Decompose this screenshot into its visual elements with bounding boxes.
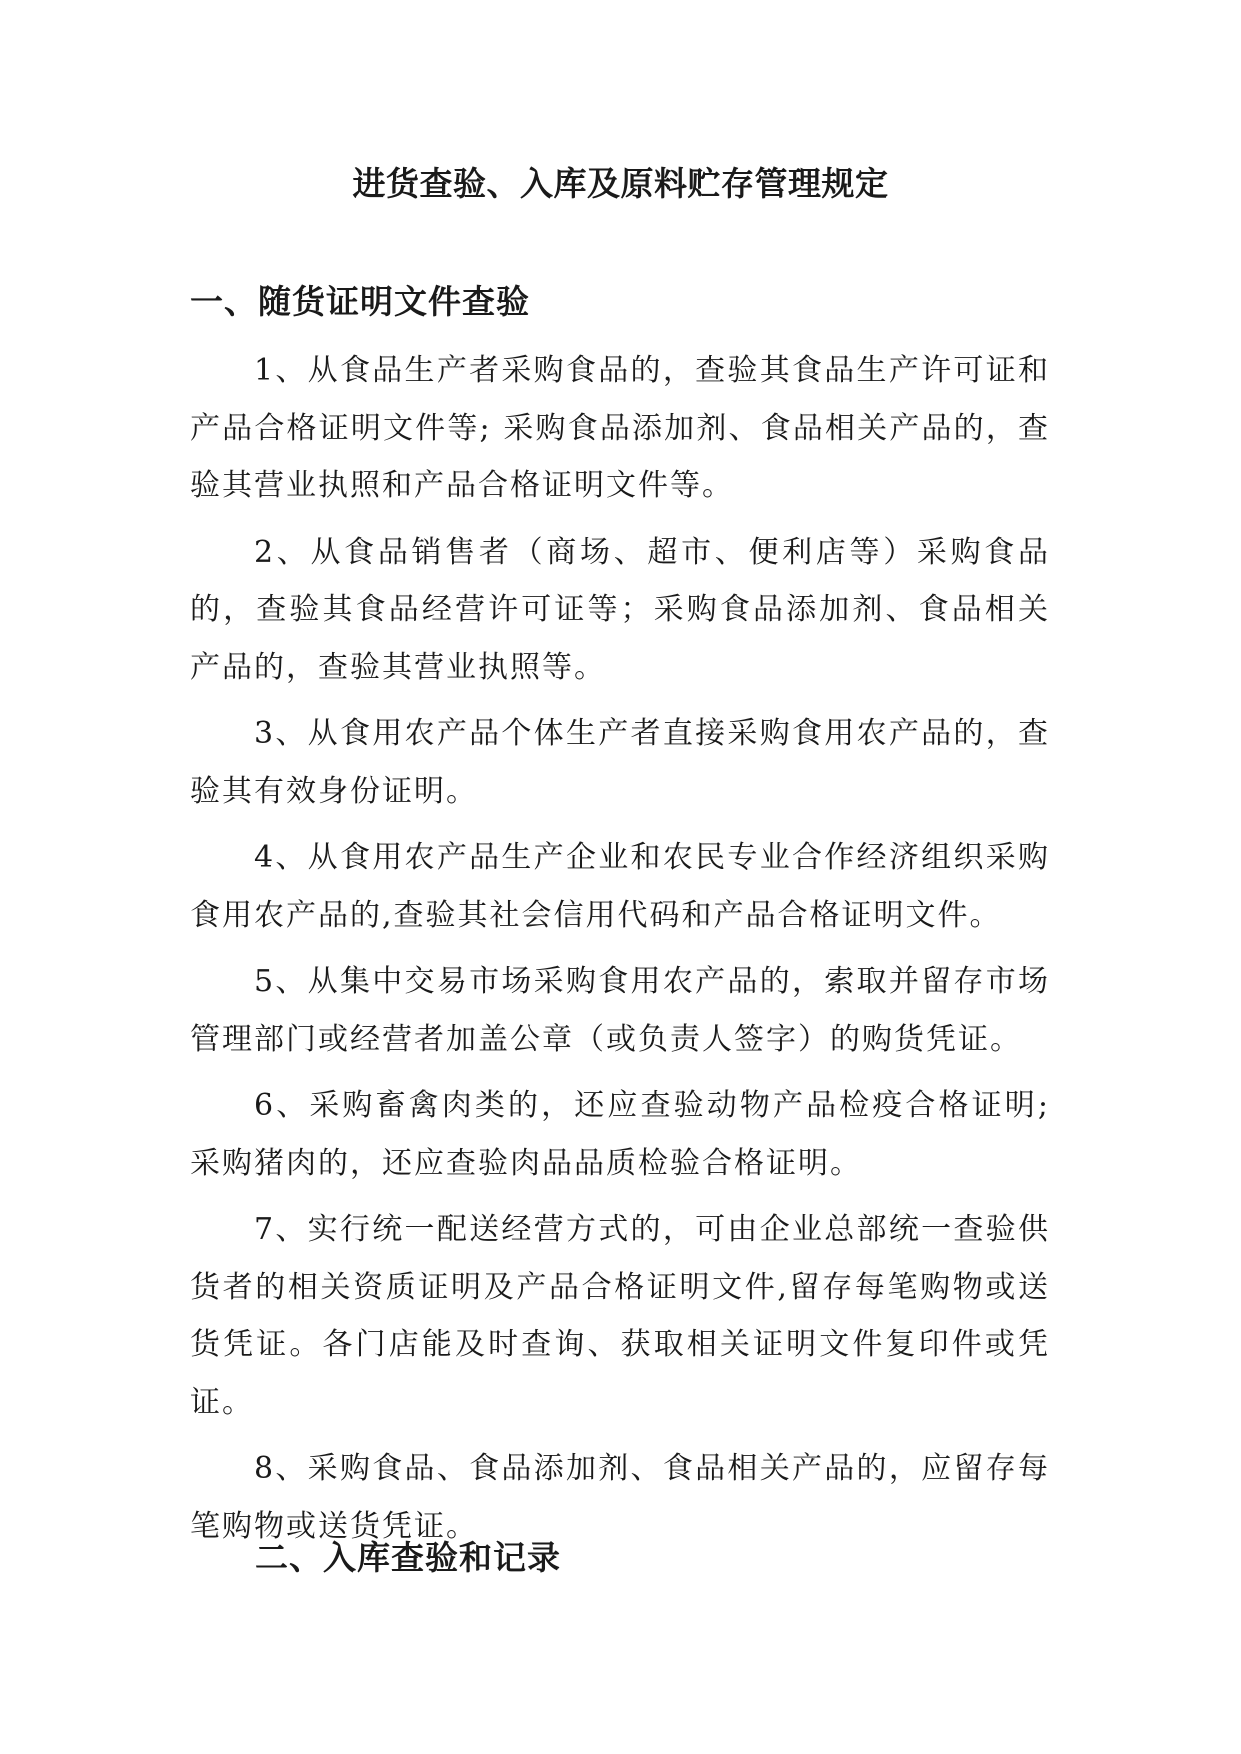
- section-heading-1: 一、随货证明文件查验: [190, 282, 530, 321]
- paragraph-item-7: 7、实行统一配送经营方式的，可由企业总部统一查验供货者的相关资质证明及产品合格证明文件,留存每笔购物或送货凭证。各门店能及时查询、获取相关证明文件复印件或凭证。: [190, 1212, 1050, 1420]
- paragraph-item-4: 4、从食用农产品生产企业和农民专业合作经济组织采购食用农产品的,查验其社会信用代码和产品合格证明文件。: [190, 840, 1050, 933]
- paragraph-item-3: 3、从食用农产品个体生产者直接采购食用农产品的，查验其有效身份证明。: [190, 716, 1050, 809]
- paragraph-item-6: 6、采购畜禽肉类的，还应查验动物产品检疫合格证明;采购猪肉的，还应查验肉品品质检验合格证明。: [190, 1088, 1050, 1181]
- paragraph-item-1: 1、从食品生产者采购食品的，查验其食品生产许可证和产品合格证明文件等; 采购食品添加剂、食品相关产品的，查验其营业执照和产品合格证明文件等。: [190, 353, 1050, 503]
- section-heading-2: 二、入库查验和记录: [255, 1538, 561, 1577]
- document-title: 进货查验、入库及原料贮存管理规定: [352, 164, 889, 203]
- section-1-body: [190, 342, 1050, 1564]
- paragraph-item-2: 2、从食品销售者（商场、超市、便利店等）采购食品的，查验其食品经营许可证等；采购食品添加剂、食品相关产品的，查验其营业执照等。: [190, 534, 1050, 685]
- paragraph-item-5: 5、从集中交易市场采购食用农产品的，索取并留存市场管理部门或经营者加盖公章（或负责人签字）的购货凭证。: [190, 964, 1050, 1057]
- paragraph-item-8: 8、采购食品、食品添加剂、食品相关产品的，应留存每笔购物或送货凭证。: [190, 1451, 1050, 1544]
